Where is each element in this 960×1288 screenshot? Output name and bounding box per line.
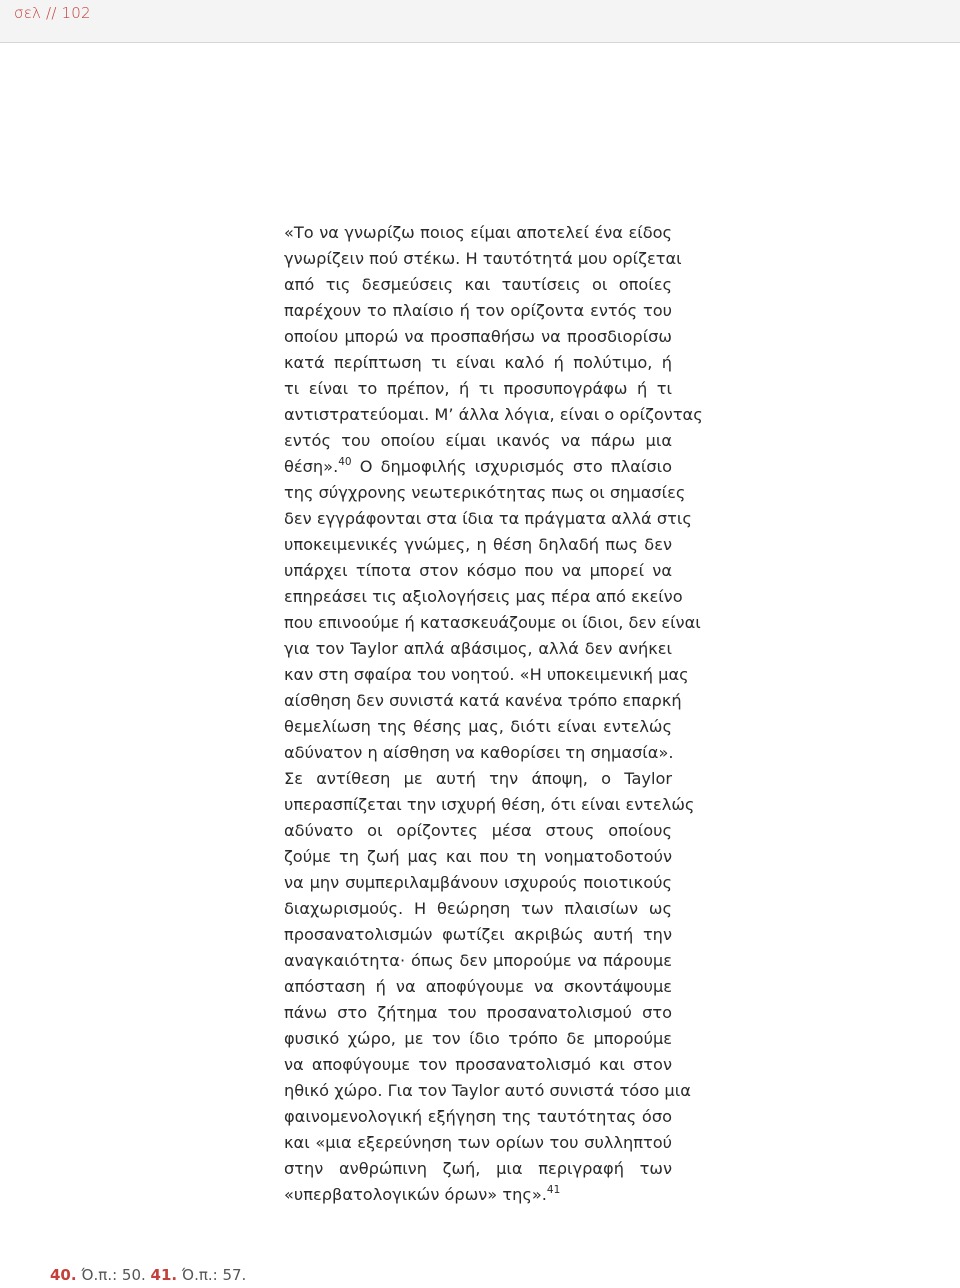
text-line: γνωρίζειν πού στέκω. Η ταυτότητά μου ορίζεται bbox=[284, 249, 682, 268]
footnote-ref-41: 41 bbox=[546, 1183, 561, 1196]
text-line: κατά περίπτωση τι είναι καλό ή πολύτιμο, ή bbox=[284, 353, 672, 372]
page-number: σελ // 102 bbox=[14, 4, 91, 22]
text-line: και «μια εξερεύνηση των ορίων του συλληπτού bbox=[284, 1133, 672, 1152]
body-text bbox=[284, 220, 703, 1208]
text-line: να μην συμπεριλαμβάνουν ισχυρούς ποιοτικούς bbox=[284, 873, 672, 892]
text-line: υπάρχει τίποτα στον κόσμο που να μπορεί να bbox=[284, 561, 672, 580]
text-line: αντιστρατεύομαι. Μ’ άλλα λόγια, είναι ο ορίζοντας bbox=[284, 405, 703, 424]
text-line: να αποφύγουμε τον προσανατολισμό και στον bbox=[284, 1055, 672, 1074]
text-line: για τον Taylor απλά αβάσιμος, αλλά δεν ανήκει bbox=[284, 639, 672, 658]
text-line: αίσθηση δεν συνιστά κατά κανένα τρόπο επαρκή bbox=[284, 691, 682, 710]
text-line: αδύνατο οι ορίζοντες μέσα στους οποίους bbox=[284, 821, 672, 840]
text-line: από τις δεσμεύσεις και ταυτίσεις οι οποίες bbox=[284, 275, 672, 294]
footnote-number-41: 41. bbox=[150, 1266, 178, 1284]
text-line: υποκειμενικές γνώμες, η θέση δηλαδή πως δεν bbox=[284, 535, 672, 554]
text-line: αδύνατον η αίσθηση να καθορίσει τη σημασία». bbox=[284, 743, 674, 762]
text-line: αναγκαιότητα· όπως δεν μπορούμε να πάρουμε bbox=[284, 951, 672, 970]
footnote-text-41: Ό.π.: 57. bbox=[177, 1266, 247, 1284]
text-line: παρέχουν το πλαίσιο ή τον ορίζοντα εντός του bbox=[284, 301, 672, 320]
footnote-number-40: 40. bbox=[50, 1266, 77, 1284]
text-line: φυσικό χώρο, με τον ίδιο τρόπο δε μπορούμε bbox=[284, 1029, 672, 1048]
text-line: προσανατολισμών φωτίζει ακριβώς αυτή την bbox=[284, 925, 672, 944]
text-line: εντός του οποίου είμαι ικανός να πάρω μια bbox=[284, 431, 672, 450]
text-line: οποίου μπορώ να προσπαθήσω να προσδιορίσω bbox=[284, 327, 672, 346]
text-line: της σύγχρονης νεωτερικότητας πως οι σημασίες bbox=[284, 483, 686, 502]
text-line: επηρεάσει τις αξιολογήσεις μας πέρα από εκείνο bbox=[284, 587, 683, 606]
footnotes bbox=[50, 1266, 246, 1284]
text-line: στην ανθρώπινη ζωή, μια περιγραφή των bbox=[284, 1159, 672, 1178]
text-line: ζούμε τη ζωή μας και που τη νοηματοδοτούν bbox=[284, 847, 672, 866]
text-line: διαχωρισμούς. Η θεώρηση των πλαισίων ως bbox=[284, 899, 672, 918]
text-line: καν στη σφαίρα του νοητού. «Η υποκειμενική μας bbox=[284, 665, 689, 684]
text-fragment: θέση». bbox=[284, 457, 339, 476]
page-header bbox=[0, 0, 960, 43]
text-line: δεν εγγράφονται στα ίδια τα πράγματα αλλά στις bbox=[284, 509, 692, 528]
text-line: φαινομενολογική εξήγηση της ταυτότητας όσο bbox=[284, 1107, 672, 1126]
text-line: Σε αντίθεση με αυτή την άποψη, ο Taylor bbox=[284, 769, 672, 788]
footnote-ref-40: 40 bbox=[338, 455, 352, 468]
text-line: πάνω στο ζήτημα του προσανατολισμού στο bbox=[284, 1003, 672, 1022]
text-line: τι είναι το πρέπον, ή τι προσυπογράφω ή τι bbox=[284, 379, 672, 398]
text-line: «Το να γνωρίζω ποιος είμαι αποτελεί ένα είδος bbox=[284, 223, 672, 242]
text-line: θεμελίωση της θέσης μας, διότι είναι εντελώς bbox=[284, 717, 672, 736]
text-fragment: «υπερβατολογικών όρων» της». bbox=[284, 1185, 547, 1204]
footnote-text-40: Ό.π.: 50. bbox=[76, 1266, 151, 1284]
text-line-with-footnote-41 bbox=[284, 1182, 672, 1208]
text-fragment: Ο δημοφιλής ισχυρισμός στο πλαίσιο bbox=[351, 457, 672, 476]
text-line: που επινοούμε ή κατασκευάζουμε οι ίδιοι, δεν είναι bbox=[284, 613, 701, 632]
text-line: απόσταση ή να αποφύγουμε να σκοντάψουμε bbox=[284, 977, 672, 996]
text-line: υπερασπίζεται την ισχυρή θέση, ότι είναι εντελώς bbox=[284, 795, 695, 814]
text-line-with-footnote-40 bbox=[284, 454, 672, 480]
text-line: ηθικό χώρο. Για τον Taylor αυτό συνιστά τόσο μια bbox=[284, 1081, 691, 1100]
